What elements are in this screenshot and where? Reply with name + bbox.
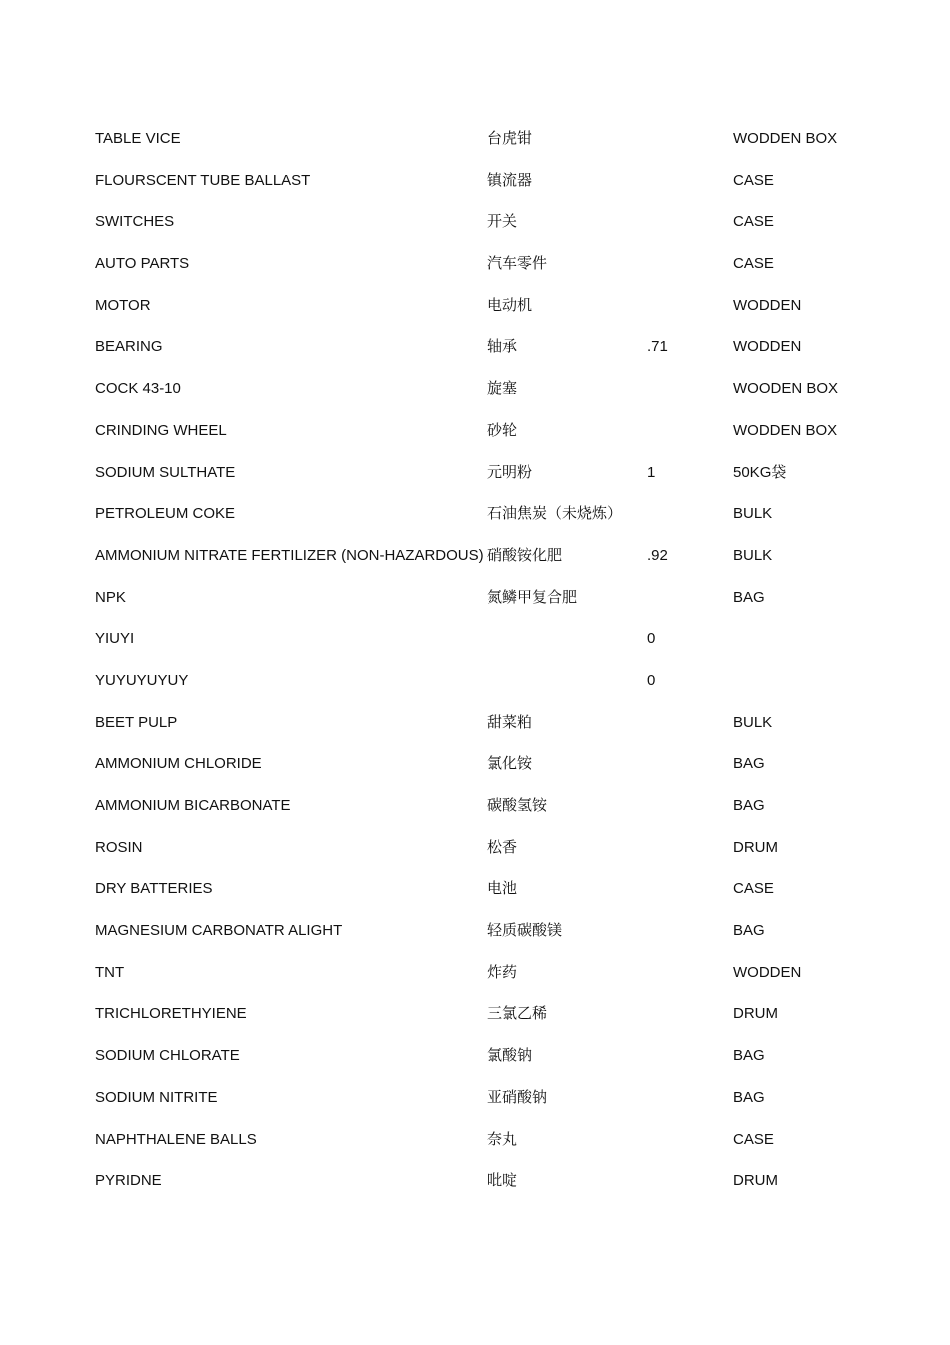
packing-type: WODDEN BOX xyxy=(733,421,838,439)
packing-type: 50KG袋 xyxy=(733,463,787,481)
english-name: SWITCHES xyxy=(95,213,175,231)
packing-type: CASE xyxy=(733,213,774,231)
table-row xyxy=(95,493,895,535)
chinese-name: 电池 xyxy=(487,879,518,898)
table-row xyxy=(95,868,895,910)
packing-type: DRUM xyxy=(733,1172,778,1190)
table-row xyxy=(95,535,895,577)
packing-type: WODDEN BOX xyxy=(733,130,838,147)
english-name: ROSIN xyxy=(95,838,143,856)
chinese-name: 亚硝酸钠 xyxy=(487,1087,548,1106)
english-name: DRY BATTERIES xyxy=(95,880,213,898)
numeric-value: 1 xyxy=(647,463,656,481)
table-row xyxy=(95,160,895,202)
chinese-name: 镇流器 xyxy=(487,170,533,189)
english-name: SODIUM CHLORATE xyxy=(95,1047,240,1065)
english-name: TRICHLORETHYIENE xyxy=(95,1005,247,1023)
table-row xyxy=(95,410,895,452)
packing-type: DRUM xyxy=(733,838,778,856)
packing-type: BAG xyxy=(733,1088,765,1106)
english-name: SODIUM SULTHATE xyxy=(95,463,236,481)
table-row xyxy=(95,952,895,994)
english-name: BEARING xyxy=(95,338,163,356)
english-name: YUYUYUYUY xyxy=(95,671,189,689)
chinese-name: 甜菜粕 xyxy=(487,712,533,731)
packing-type: BAG xyxy=(733,1047,765,1065)
table-row xyxy=(95,1119,895,1161)
english-name: YIUYI xyxy=(95,630,135,648)
packing-type: WODDEN xyxy=(733,338,802,356)
english-name: MAGNESIUM CARBONATR ALIGHT xyxy=(95,922,343,940)
packing-type: CASE xyxy=(733,880,774,898)
table-row xyxy=(95,785,895,827)
table-row xyxy=(95,1035,895,1077)
chinese-name: 氯化铵 xyxy=(487,754,533,773)
chinese-name: 碳酸氢铵 xyxy=(487,796,548,814)
packing-type: WOODEN BOX xyxy=(733,380,839,398)
chinese-name: 砂轮 xyxy=(487,420,518,439)
numeric-value: 0 xyxy=(647,630,656,648)
chinese-name: 奈丸 xyxy=(487,1129,518,1148)
english-name: AMMONIUM BICARBONATE xyxy=(95,797,291,814)
chinese-name: 氯酸钠 xyxy=(487,1046,533,1065)
chinese-name: 松香 xyxy=(487,837,518,856)
packing-type: BULK xyxy=(733,713,773,731)
chinese-name: 汽车零件 xyxy=(487,254,548,273)
packing-type: BAG xyxy=(733,755,765,773)
table-row xyxy=(95,452,895,494)
table-row xyxy=(95,326,895,368)
table-row xyxy=(95,1077,895,1119)
chinese-name: 轻质碳酸镁 xyxy=(487,921,563,940)
table-row xyxy=(95,993,895,1035)
table-row xyxy=(95,660,895,702)
chinese-name: 台虎钳 xyxy=(487,129,533,147)
english-name: PYRIDNE xyxy=(95,1172,162,1190)
english-name: NAPHTHALENE BALLS xyxy=(95,1130,257,1148)
packing-type: BAG xyxy=(733,797,765,814)
english-name: PETROLEUM COKE xyxy=(95,505,236,523)
packing-type: CASE xyxy=(733,255,774,273)
packing-type: BULK xyxy=(733,505,773,523)
chinese-name: 轴承 xyxy=(487,337,518,356)
packing-type: CASE xyxy=(733,1130,774,1148)
numeric-value: 0 xyxy=(647,671,656,689)
packing-type: CASE xyxy=(733,171,774,189)
chinese-name: 炸药 xyxy=(487,962,518,981)
numeric-value: .92 xyxy=(647,546,668,564)
table-row xyxy=(95,618,895,660)
packing-type: BULK xyxy=(733,546,773,564)
english-name: AMMONIUM NITRATE FERTILIZER (NON-HAZARDOUS) xyxy=(95,546,484,564)
english-name: SODIUM NITRITE xyxy=(95,1088,218,1106)
table-row xyxy=(95,368,895,410)
table-row xyxy=(95,285,895,327)
table-row xyxy=(95,118,895,160)
english-name: AUTO PARTS xyxy=(95,255,190,273)
packing-type: DRUM xyxy=(733,1005,778,1023)
chinese-name: 氮鳞甲复合肥 xyxy=(487,587,578,606)
table-row xyxy=(95,201,895,243)
chinese-name: 电动机 xyxy=(487,295,533,314)
chinese-name: 元明粉 xyxy=(487,462,533,481)
chinese-name: 开关 xyxy=(487,212,518,231)
table-row xyxy=(95,702,895,744)
english-name: COCK 43-10 xyxy=(95,380,181,398)
chinese-name: 旋塞 xyxy=(487,379,518,398)
packing-type: WODDEN xyxy=(733,296,802,314)
english-name: BEET PULP xyxy=(95,713,178,731)
english-name: TNT xyxy=(95,963,125,981)
table-row xyxy=(95,827,895,869)
table-row xyxy=(95,1160,895,1202)
english-name: AMMONIUM CHLORIDE xyxy=(95,755,262,773)
numeric-value: .71 xyxy=(647,338,668,356)
chinese-name: 吡啶 xyxy=(487,1171,518,1190)
table-row xyxy=(95,577,895,619)
table-row xyxy=(95,910,895,952)
chinese-name: 硝酸铵化肥 xyxy=(487,545,563,564)
english-name: MOTOR xyxy=(95,296,151,314)
chinese-name: 石油焦炭（未烧炼） xyxy=(487,504,623,523)
table-row xyxy=(95,743,895,785)
table-row xyxy=(95,243,895,285)
packing-type: BAG xyxy=(733,922,765,940)
packing-type: WODDEN xyxy=(733,963,802,981)
packing-type: BAG xyxy=(733,588,765,606)
english-name: CRINDING WHEEL xyxy=(95,421,227,439)
english-name: TABLE VICE xyxy=(95,130,181,147)
english-name: FLOURSCENT TUBE BALLAST xyxy=(95,171,311,189)
chinese-name: 三氯乙稀 xyxy=(487,1004,548,1023)
cargo-list-table xyxy=(95,118,895,1202)
english-name: NPK xyxy=(95,588,126,606)
